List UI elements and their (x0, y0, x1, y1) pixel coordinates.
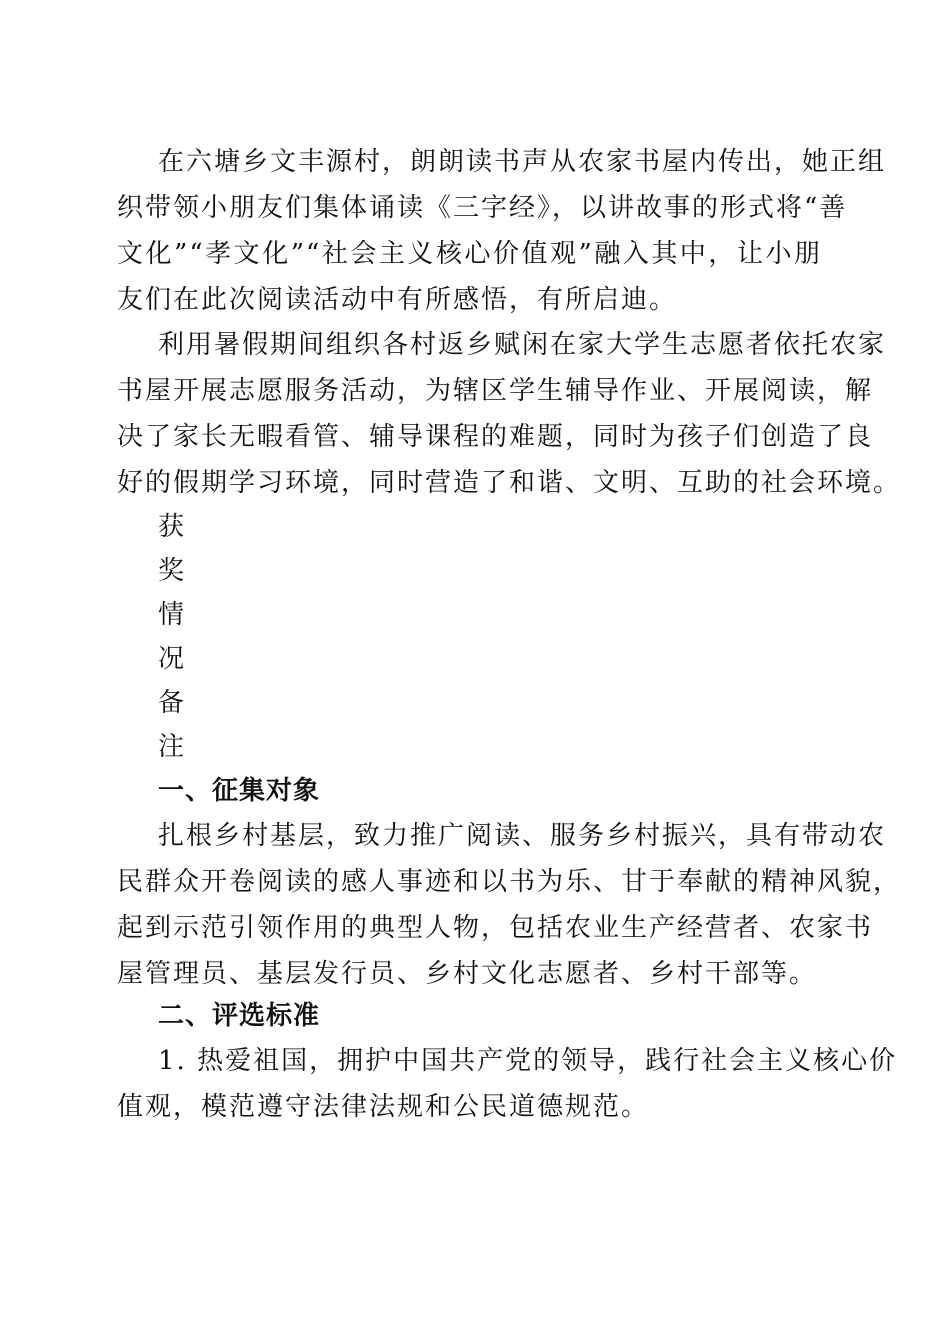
vertical-label-char: 情 (158, 600, 187, 630)
paragraph1-line1: 在六塘乡文丰源村，朗朗读书声从农家书屋内传出，她正组 (158, 147, 887, 177)
section2-item1-line2: 值观，模范遵守法律法规和公民道德规范。 (117, 1092, 650, 1122)
vertical-label-char: 况 (158, 644, 187, 674)
paragraph1-line4: 友们在此次阅读活动中有所感悟，有所启迪。 (117, 285, 678, 315)
vertical-label-char: 获 (158, 512, 187, 542)
section1-line4: 屋管理员、基层发行员、乡村文化志愿者、乡村干部等。 (117, 959, 818, 989)
paragraph1-line2: 织带领小朋友们集体诵读《三字经》，以讲故事的形式将“善 (117, 193, 848, 223)
vertical-label-char: 奖 (158, 556, 187, 586)
vertical-label-char: 备 (158, 688, 187, 718)
paragraph1-line3: 文化”“孝文化”“社会主义核心价值观”融入其中，让小朋 (117, 239, 822, 269)
section1-line2: 民群众开卷阅读的感人事迹和以书为乐、甘于奉献的精神风貌， (117, 867, 902, 897)
section1-heading: 一、征集对象 (158, 776, 321, 806)
paragraph2-line1: 利用暑假期间组织各村返乡赋闲在家大学生志愿者依托农家 (158, 330, 887, 360)
vertical-label-char: 注 (158, 732, 187, 762)
paragraph2-line3: 决了家长无暇看管、辅导课程的难题，同时为孩子们创造了良 (117, 422, 874, 452)
section1-line1: 扎根乡村基层，致力推广阅读、服务乡村振兴，具有带动农 (158, 821, 887, 851)
section2-item1-line1: 1. 热爱祖国，拥护中国共产党的领导，践行社会主义核心价 (158, 1046, 898, 1076)
section1-line3: 起到示范引领作用的典型人物，包括农业生产经营者、农家书 (117, 913, 874, 943)
section2-heading: 二、评选标准 (158, 1001, 321, 1031)
paragraph2-line4: 好的假期学习环境，同时营造了和谐、文明、互助的社会环境。 (117, 468, 902, 498)
paragraph2-line2: 书屋开展志愿服务活动，为辖区学生辅导作业、开展阅读，解 (117, 376, 874, 406)
